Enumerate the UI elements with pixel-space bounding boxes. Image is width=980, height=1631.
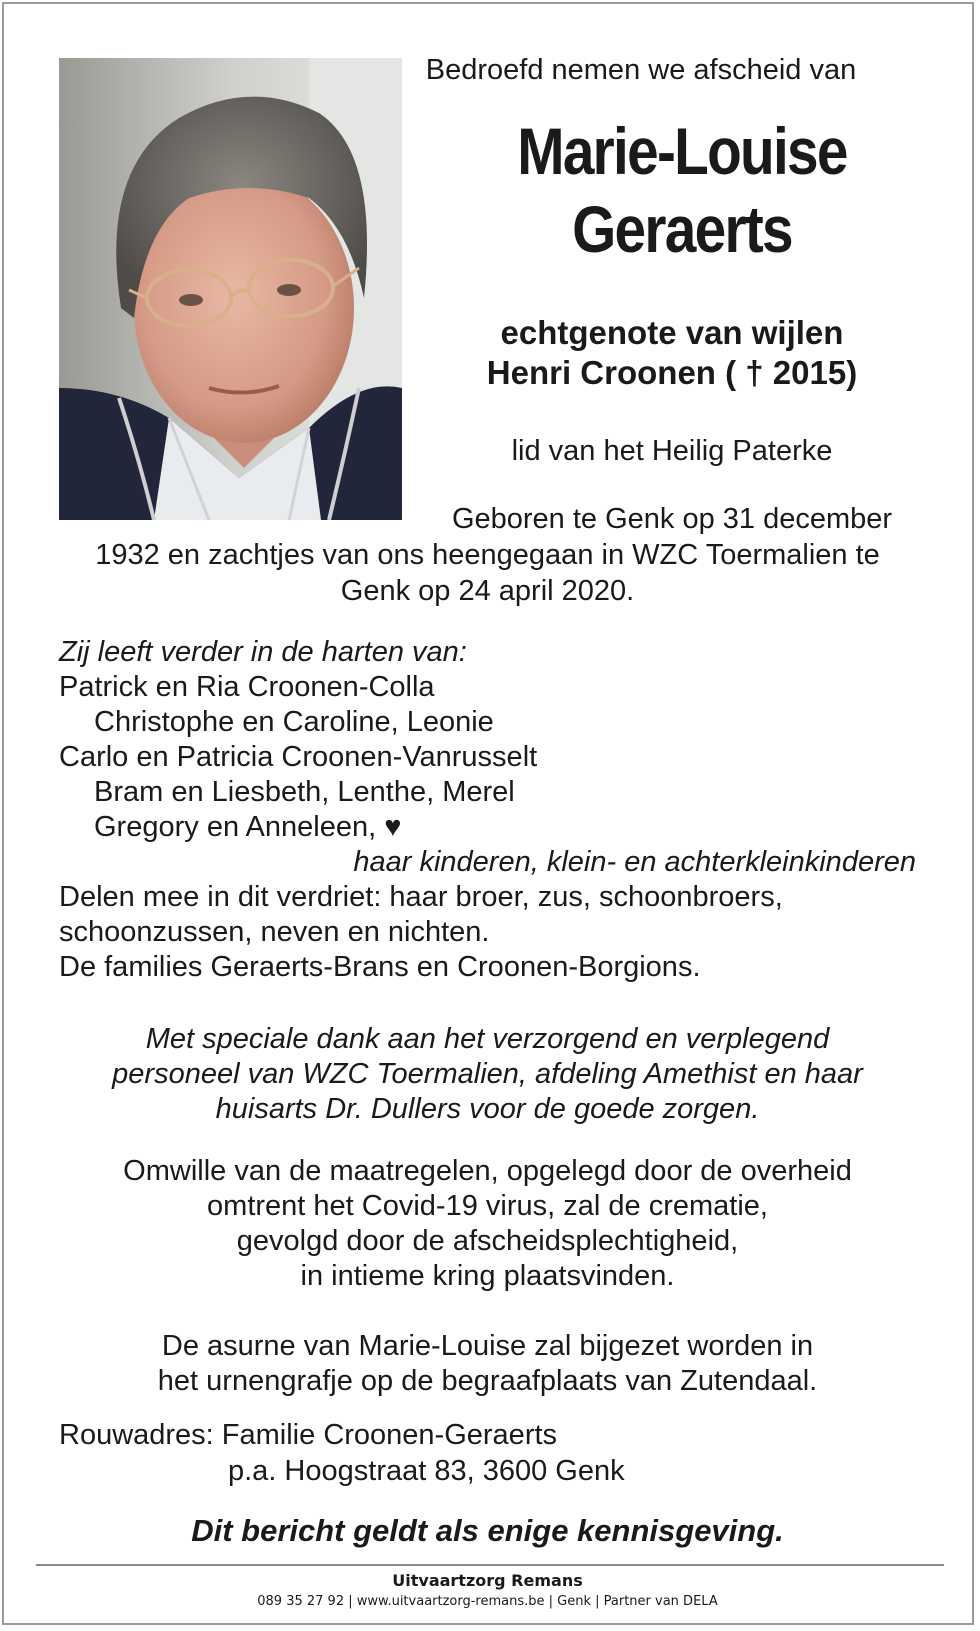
family-others-line: Delen mee in dit verdriet: haar broer, zus, schoonbroers, bbox=[59, 881, 783, 913]
address-line-2: p.a. Hoogstraat 83, 3600 Genk bbox=[228, 1455, 625, 1487]
birth-death-line-1: Geboren te Genk op 31 december bbox=[451, 503, 893, 535]
birth-death-line-3: Genk op 24 april 2020. bbox=[340, 575, 635, 607]
family-line: Bram en Liesbeth, Lenthe, Merel bbox=[94, 776, 515, 808]
family-line: Christophe en Caroline, Leonie bbox=[94, 706, 494, 738]
ceremony-line: in intieme kring plaatsvinden. bbox=[300, 1260, 675, 1292]
footer-divider bbox=[36, 1564, 944, 1566]
urn-line: De asurne van Marie-Louise zal bijgezet worden in bbox=[161, 1330, 814, 1362]
family-others-line: schoonzussen, neven en nichten. bbox=[59, 916, 490, 948]
spouse-line-2: Henri Croonen ( † 2015) bbox=[486, 354, 858, 391]
deceased-first-name: Marie-Louise bbox=[517, 114, 847, 188]
intro-text: Bedroefd nemen we afscheid van bbox=[425, 54, 857, 86]
ceremony-line: gevolgd door de afscheidsplechtigheid, bbox=[236, 1225, 739, 1257]
birth-death-line-2: 1932 en zachtjes van ons heengegaan in WZC Toermalien te bbox=[95, 539, 880, 571]
closing-notice: Dit bericht geldt als enige kennisgeving. bbox=[191, 1513, 784, 1548]
spouse-line-1: echtgenote van wijlen bbox=[500, 314, 844, 351]
ceremony-line: Omwille van de maatregelen, opgelegd door de overheid bbox=[123, 1155, 852, 1187]
family-summary: haar kinderen, klein- en achterkleinkinderen bbox=[353, 846, 916, 878]
family-others-line: De families Geraerts-Brans en Croonen-Borgions. bbox=[59, 951, 701, 983]
ceremony-line: omtrent het Covid-19 virus, zal de crematie, bbox=[207, 1190, 768, 1222]
funeral-home-contact: 089 35 27 92 | www.uitvaartzorg-remans.be | Genk | Partner van DELA bbox=[257, 1594, 718, 1609]
family-line: Gregory en Anneleen, ♥ bbox=[94, 811, 402, 843]
membership-text: lid van het Heilig Paterke bbox=[511, 435, 833, 467]
thanks-line: Met speciale dank aan het verzorgend en verplegend bbox=[145, 1023, 830, 1055]
thanks-line: huisarts Dr. Dullers voor de goede zorgen. bbox=[215, 1093, 760, 1125]
thanks-line: personeel van WZC Toermalien, afdeling Amethist en haar bbox=[112, 1058, 863, 1090]
funeral-home-name: Uitvaartzorg Remans bbox=[392, 1571, 583, 1590]
family-line: Patrick en Ria Croonen-Colla bbox=[59, 671, 435, 703]
family-heading: Zij leeft verder in de harten van: bbox=[59, 636, 467, 668]
portrait-photo bbox=[59, 58, 402, 520]
address-line-1: Rouwadres: Familie Croonen-Geraerts bbox=[59, 1419, 558, 1451]
deceased-last-name: Geraerts bbox=[572, 192, 792, 266]
family-line: Carlo en Patricia Croonen-Vanrusselt bbox=[59, 741, 538, 773]
urn-line: het urnengrafje op de begraafplaats van Zutendaal. bbox=[157, 1365, 818, 1397]
